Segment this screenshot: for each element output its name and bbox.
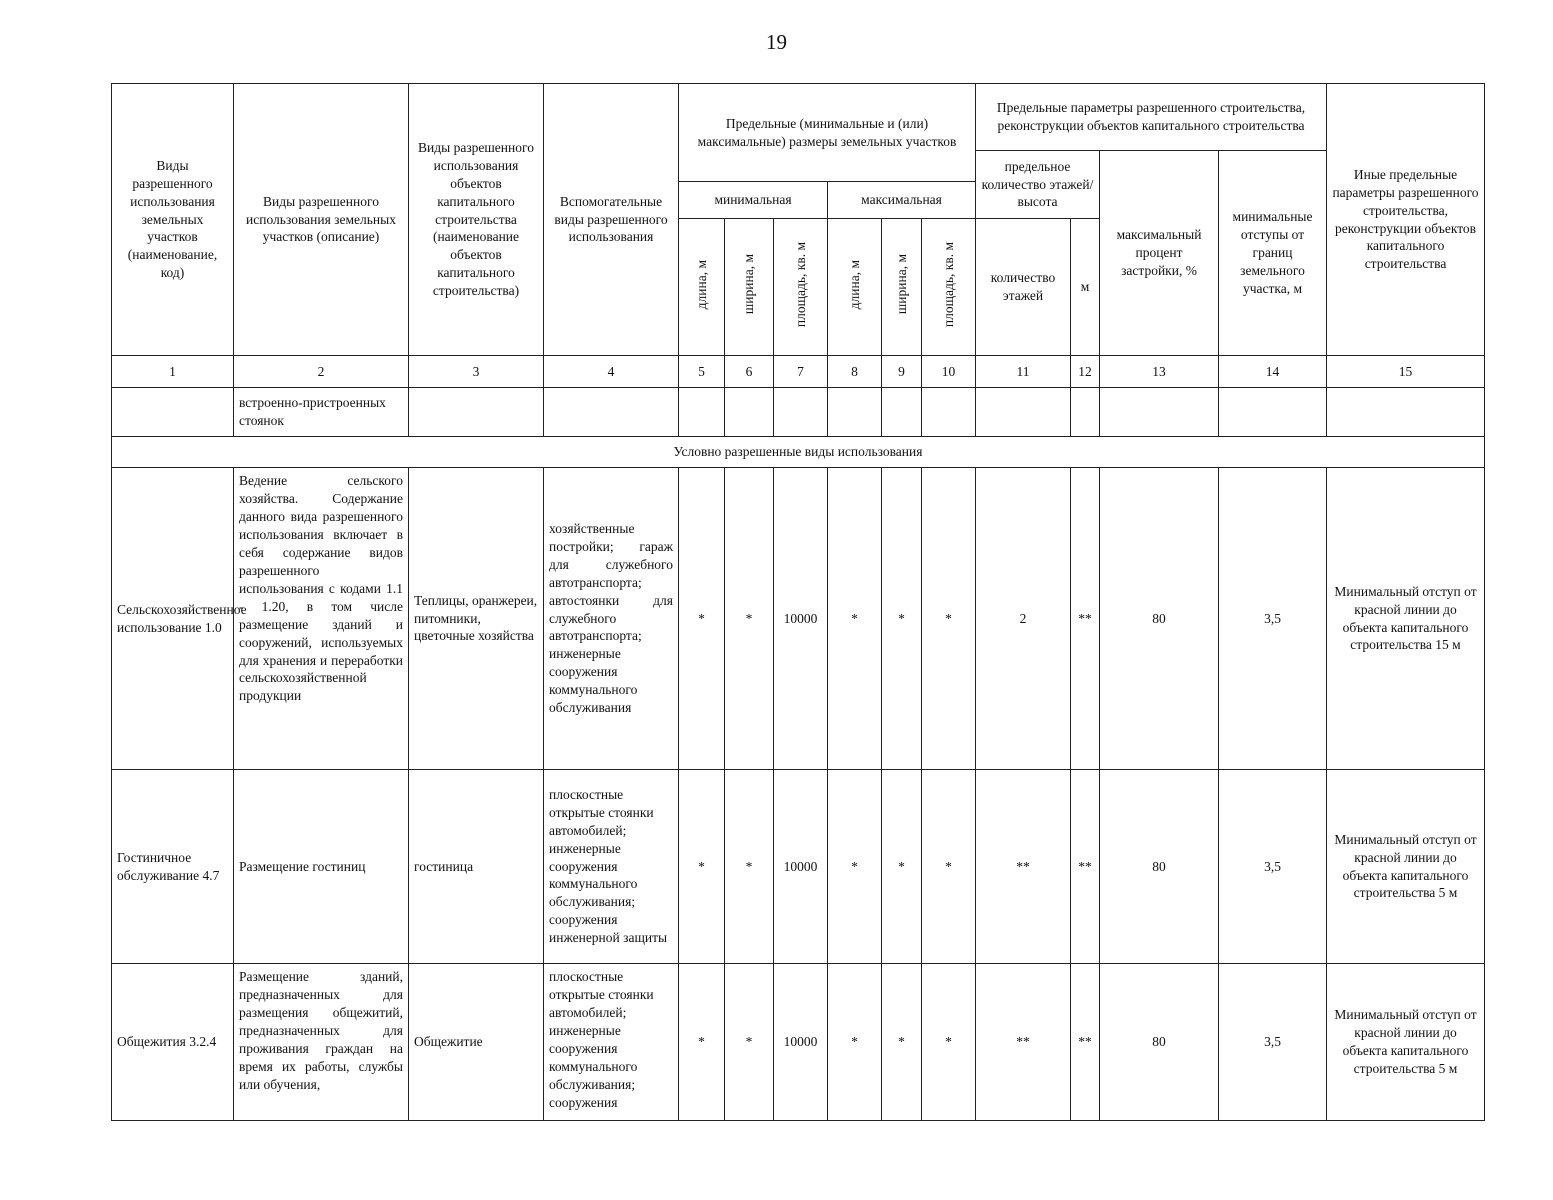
cell-height: ** (1071, 468, 1100, 770)
cell-max-length: * (828, 770, 882, 964)
cell-max-width: * (882, 964, 922, 1121)
cell-min-setback: 3,5 (1219, 770, 1327, 964)
section-row (112, 437, 1485, 468)
cell-other: Минимальный отступ от красной линии до объекта капитального строительства 5 м (1327, 770, 1485, 964)
cell-min-width: * (725, 770, 774, 964)
header-min-setback: минимальные отступы от границ земельного участка, м (1219, 151, 1327, 356)
col-number: 9 (882, 356, 922, 388)
col-number: 8 (828, 356, 882, 388)
cell-max-percent: 80 (1100, 964, 1219, 1121)
col-number: 12 (1071, 356, 1100, 388)
cell-other: Минимальный отступ от красной линии до объекта капитального строительства 5 м (1327, 964, 1485, 1121)
section-title: Условно разрешенные виды использования (112, 437, 1485, 468)
regulations-table (111, 83, 1485, 1121)
header-floors-height: предельное количество этажей/высота (976, 151, 1100, 219)
header-col3: Виды разрешенного использования объектов капитального строительства (наименование объектов капитального строительства) (409, 84, 544, 356)
header-max: максимальная (828, 182, 976, 219)
cell-min-setback: 3,5 (1219, 964, 1327, 1121)
cell-min-length: * (679, 770, 725, 964)
header-min: минимальная (679, 182, 828, 219)
col-number: 3 (409, 356, 544, 388)
col-number: 10 (922, 356, 976, 388)
cell-max-percent: 80 (1100, 770, 1219, 964)
header-col15: Иные предельные параметры разрешенного строительства, реконструкции объектов капитального строительства (1327, 84, 1485, 356)
cell-max-area: * (922, 468, 976, 770)
header-max-area: площадь, кв. м (922, 219, 976, 356)
cell-min-area: 10000 (774, 468, 828, 770)
cell-min-setback: 3,5 (1219, 468, 1327, 770)
table-row (112, 388, 1485, 437)
use-description: Размещение зданий, предназначенных для размещения общежитий, предназначенных для проживания граждан на время их работы, службы или обучения, (234, 964, 409, 1121)
column-numbers-row (112, 356, 1485, 388)
header-max-percent: максимальный процент застройки, % (1100, 151, 1219, 356)
header-group-params: Предельные параметры разрешенного строительства, реконструкции объектов капитального строительства (976, 84, 1327, 151)
use-name: Гостиничное обслуживание 4.7 (112, 770, 234, 964)
use-objects: Теплицы, оранжереи, питомники, цветочные хозяйства (409, 468, 544, 770)
cell-max-area: * (922, 770, 976, 964)
col-number: 11 (976, 356, 1071, 388)
cell-min-length: * (679, 468, 725, 770)
cell-max-width: * (882, 468, 922, 770)
table-row (112, 468, 1485, 770)
cell-floors: ** (976, 770, 1071, 964)
header-col4: Вспомогательные виды разрешенного использования (544, 84, 679, 356)
header-m: м (1071, 219, 1100, 356)
col-number: 5 (679, 356, 725, 388)
continuation-description: встроенно-пристроенных стоянок (234, 388, 409, 437)
cell-min-area: 10000 (774, 770, 828, 964)
header-col2: Виды разрешенного использования земельных участков (описание) (234, 84, 409, 356)
use-objects: Общежитие (409, 964, 544, 1121)
header-max-length: длина, м (828, 219, 882, 356)
use-description: Ведение сельского хозяйства. Содержание данного вида разрешенного использования включает в себя содержание видов разрешенного использования с кодами 1.1 - 1.20, в том числе размещение зданий и сооружений, используемых для хранения и переработки сельскохозяйственной продукции (234, 468, 409, 770)
table-row (112, 770, 1485, 964)
col-number: 15 (1327, 356, 1485, 388)
cell-max-length: * (828, 964, 882, 1121)
header-min-length: длина, м (679, 219, 725, 356)
col-number: 2 (234, 356, 409, 388)
cell-other: Минимальный отступ от красной линии до объекта капитального строительства 15 м (1327, 468, 1485, 770)
header-row (112, 84, 1485, 151)
header-floors: количество этажей (976, 219, 1071, 356)
use-description: Размещение гостиниц (234, 770, 409, 964)
cell-height: ** (1071, 770, 1100, 964)
use-auxiliary: плоскостные открытые стоянки автомобилей; инженерные сооружения коммунального обслуживания; сооружения (544, 964, 679, 1121)
cell-min-length: * (679, 964, 725, 1121)
header-max-width: ширина, м (882, 219, 922, 356)
col-number: 6 (725, 356, 774, 388)
cell-min-area: 10000 (774, 964, 828, 1121)
cell-max-width: * (882, 770, 922, 964)
col-number: 4 (544, 356, 679, 388)
cell-max-percent: 80 (1100, 468, 1219, 770)
header-group-sizes: Предельные (минимальные и (или) максимальные) размеры земельных участков (679, 84, 976, 182)
header-col1: Виды разрешенного использования земельных участков (наименование, код) (112, 84, 234, 356)
col-number: 1 (112, 356, 234, 388)
page-number: 19 (766, 30, 787, 54)
use-auxiliary: хозяйственные постройки; гараж для служебного автотранспорта; автостоянки для служебного автотранспорта; инженерные сооружения коммунального обслуживания (544, 468, 679, 770)
use-objects: гостиница (409, 770, 544, 964)
cell-floors: ** (976, 964, 1071, 1121)
use-name: Сельскохозяйственное использование 1.0 (112, 468, 234, 770)
col-number: 7 (774, 356, 828, 388)
col-number: 14 (1219, 356, 1327, 388)
use-name: Общежития 3.2.4 (112, 964, 234, 1121)
cell-height: ** (1071, 964, 1100, 1121)
cell-max-area: * (922, 964, 976, 1121)
cell-min-width: * (725, 468, 774, 770)
table-row (112, 964, 1485, 1121)
cell-floors: 2 (976, 468, 1071, 770)
header-min-area: площадь, кв. м (774, 219, 828, 356)
header-min-width: ширина, м (725, 219, 774, 356)
use-auxiliary: плоскостные открытые стоянки автомобилей; инженерные сооружения коммунального обслуживания; сооружения инженерной защиты (544, 770, 679, 964)
cell-min-width: * (725, 964, 774, 1121)
col-number: 13 (1100, 356, 1219, 388)
cell-max-length: * (828, 468, 882, 770)
